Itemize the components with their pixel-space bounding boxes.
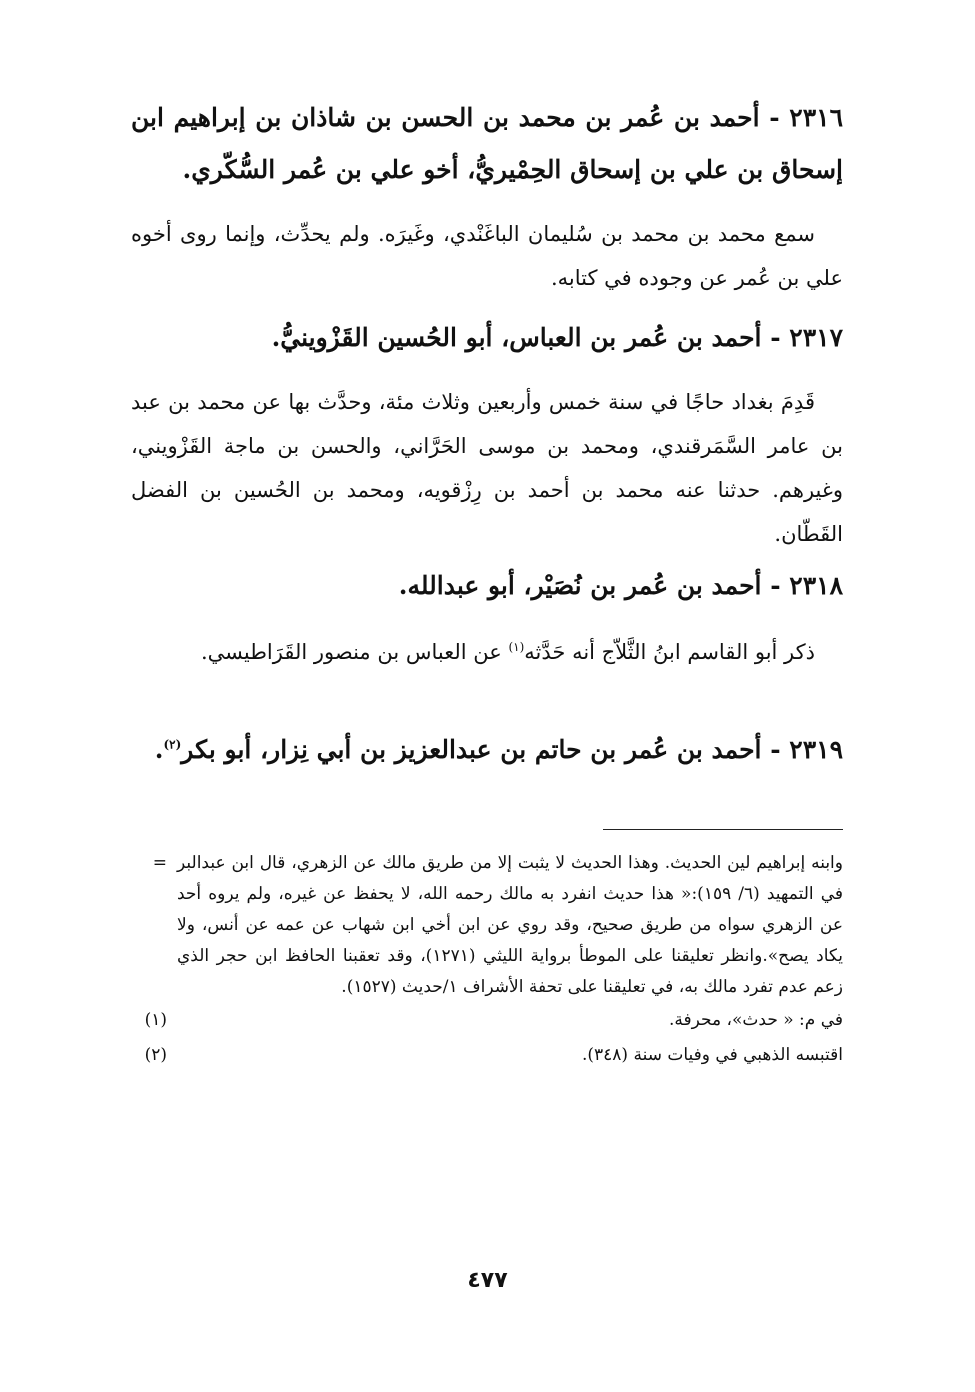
footnotes — [131, 848, 843, 1071]
entry-2318-title: ٢٣١٨ - أحمد بن عُمر بن نُصَيْر، أبو عبدالله. — [398, 571, 843, 600]
entry-2317-body: قَدِمَ بغداد حاجًا في سنة خمس وأربعين وثلاث مئة، وحدَّث بها عن محمد بن عبد بن عامر السَّمَرقندي، ومحمد بن موسى الحَرَّاني، والحسن بن ماجة القَزْويني، وغيرهم. حدثنا عنه محمد بن أحمد بن رِزْقويه، ومحمد بن الحُسين بن الفضل القَطّان. — [131, 390, 843, 546]
footnote-continuation-mark: = — [152, 853, 167, 873]
entry-2319-title-end: . — [154, 735, 164, 764]
entry-2319-title — [131, 722, 843, 778]
entry-2316-title: ٢٣١٦ - أحمد بن عُمر بن محمد بن الحسن بن شاذان بن إبراهيم ابن إسحاق بن علي بن إسحاق الحِمْيريُّ، أخو علي بن عُمر السُّكّري. — [131, 103, 843, 184]
footnote-1-text: في م: « حدث»، محرفة. — [669, 1010, 843, 1030]
entry-2318-body-text: ذكر أبو القاسم ابنُ الثَّلاّج أنه حَدَّثه — [524, 640, 815, 664]
footnote-continuation-text: وابنه إبراهيم لين الحديث. وهذا الحديث لا يثبت إلا من طريق مالك عن الزهري، قال ابن عبدالبر في التمهيد (٦/ ١٥٩):« هذا حديث انفرد به مالك رحمه الله، لا يحفظ عن غيره، ولم يروه أحد عن الزهري سواه من طريق صحيح، وقد روي عن ابن أخي ابن شهاب عن عمه عن أنس، ولا يكاد يصح».وانظر تعليقنا على الموطأ برواية الليثي (١٢٧١)، وقد تعقبنا الحافظ ابن حجر الذي زعم عدم تفرد مالك به، في تعليقنا على تحفة الأشراف ١/حديث (١٥٢٧). — [177, 853, 843, 997]
footnote-2 — [131, 1040, 843, 1071]
footnote-separator — [603, 829, 843, 830]
entry-2316-body: سمع محمد بن محمد بن سُليمان الباغَنْدي، وغَيرَه. ولم يحدِّث، وإنما روى أخوه علي بن عُمر عن وجوده في كتابه. — [131, 222, 843, 290]
entry-2318-body — [131, 630, 843, 674]
entry-2319-title-text: ٢٣١٩ - أحمد بن عُمر بن حاتم بن عبدالعزيز بن أبي نِزار، أبو بكر — [181, 735, 843, 764]
footnote-2-text: اقتبسه الذهبي في وفيات سنة (٣٤٨). — [581, 1045, 843, 1065]
footnote-1-mark: (١) — [144, 1010, 167, 1030]
footnote-2-mark: (٢) — [144, 1045, 167, 1065]
footnote-ref-2: (٢) — [163, 737, 182, 752]
entry-2318-body-text-end: عن العباس بن منصور القَرَاطيسي. — [200, 640, 509, 664]
page-number: ٤٧٧ — [467, 1268, 508, 1293]
footnote-continuation — [131, 848, 843, 1003]
footnote-ref-1: (١) — [508, 640, 525, 654]
footnote-1 — [131, 1005, 843, 1036]
entry-2317-title: ٢٣١٧ - أحمد بن عُمر بن العباس، أبو الحُسين القَزْوينيُّ. — [271, 323, 843, 352]
